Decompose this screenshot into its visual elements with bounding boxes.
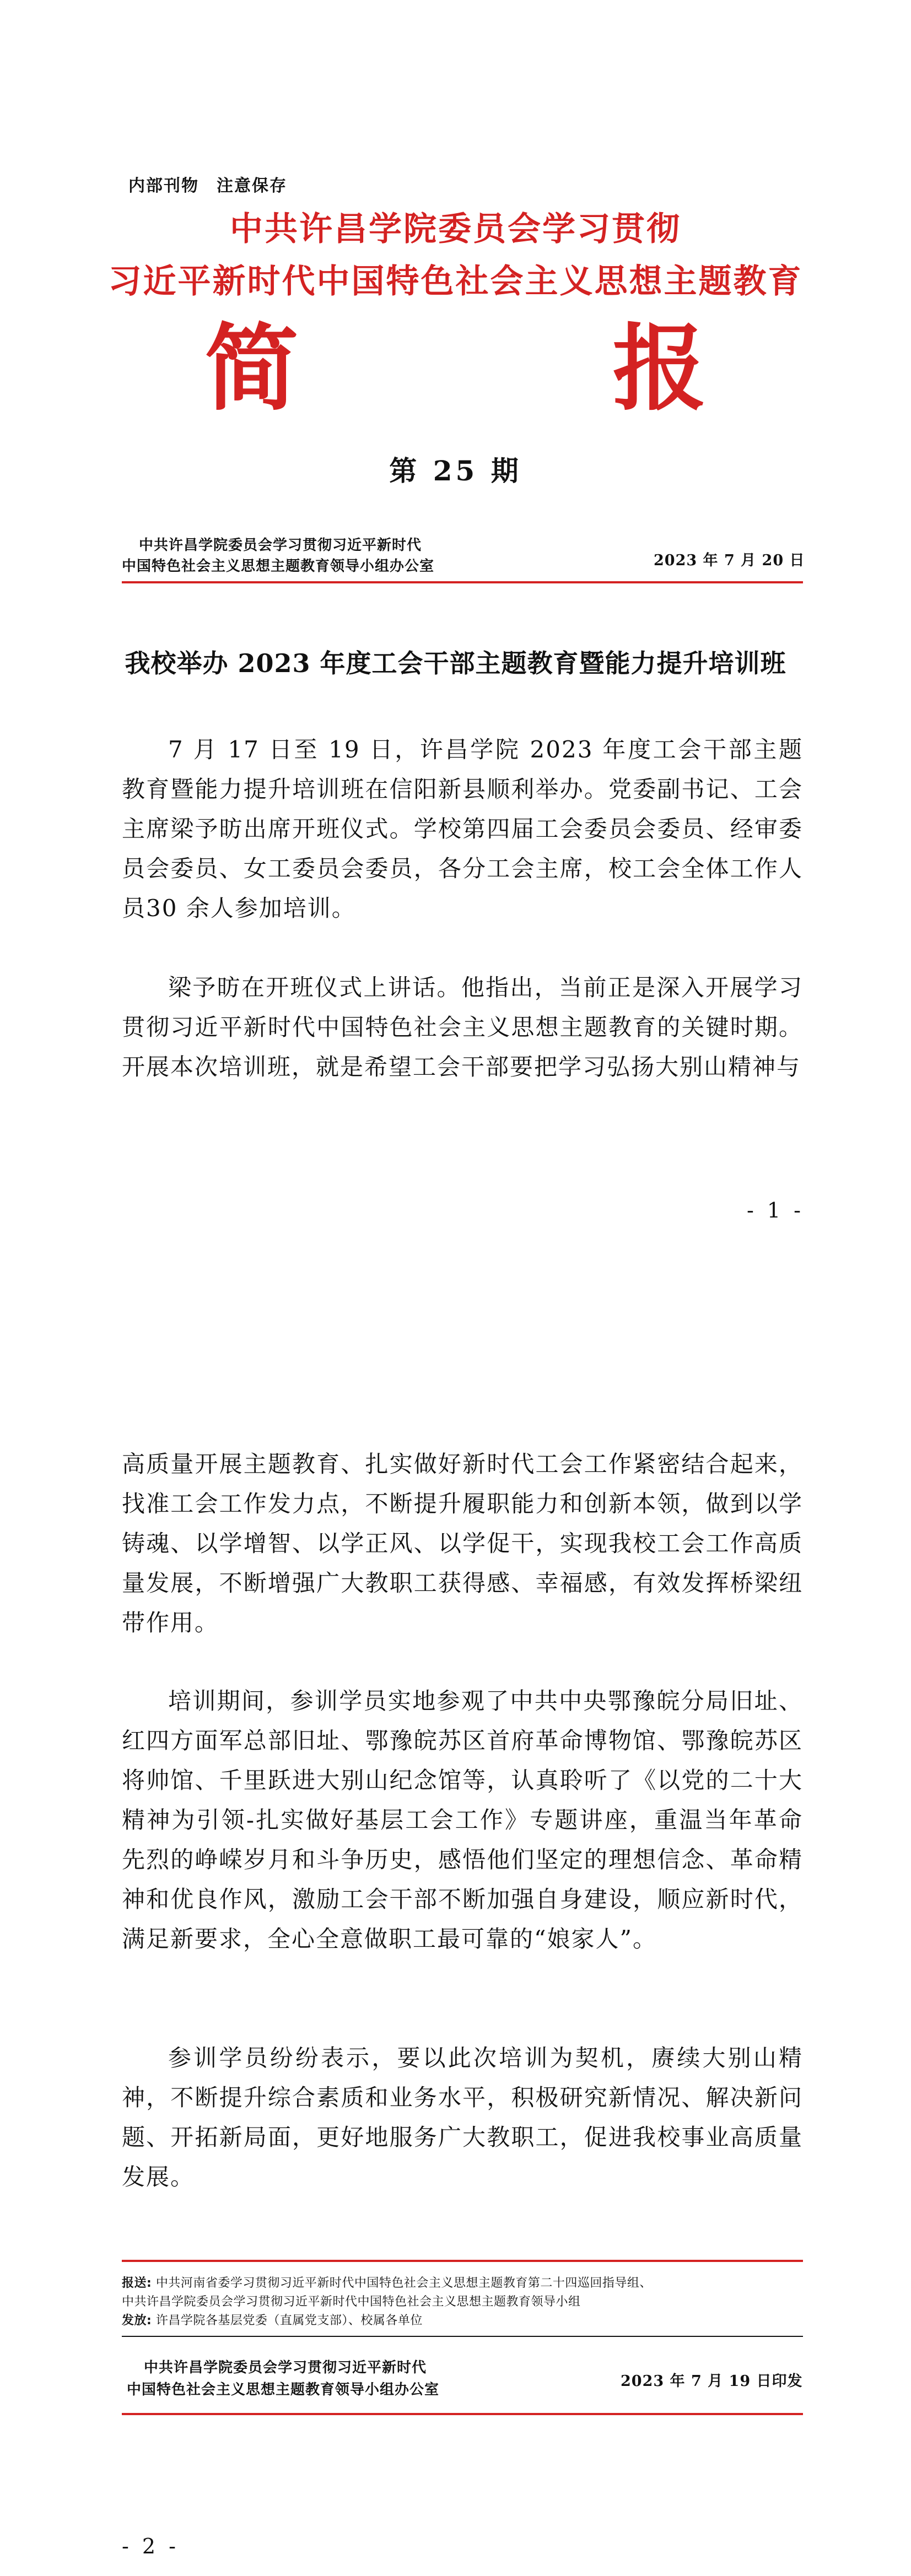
article-headline: 我校举办 2023 年度工会干部主题教育暨能力提升培训班 [125, 648, 786, 678]
publication-name: 简 报 [204, 315, 817, 424]
article-paragraph-2: 梁予昉在开班仪式上讲话。他指出，当前正是深入开展学习贯彻习近平新时代中国特色社会主义思想主题教育的关键时期。开展本次培训班，就是希望工会干部要把学习弘扬大别山精神与 [122, 974, 803, 1080]
title-line-1: 中共许昌学院委员会学习贯彻 [230, 210, 681, 248]
page-number-1: - 1 - [747, 1198, 805, 1222]
issuer-line-2: 中国特色社会主义思想主题教育领导小组办公室 [122, 558, 435, 575]
footer-red-divider [122, 2413, 803, 2415]
article-paragraph-4: 参训学员纷纷表示，要以此次培训为契机，赓续大别山精神，不断提升综合素质和业务水平，积极研究新情况、解决新问题、开拓新局面，更好地服务广大教职工，促进我校事业高质量发展。 [122, 2044, 803, 2190]
header-red-divider [122, 581, 803, 583]
footer-issuer-line-2: 中国特色社会主义思想主题教育领导小组办公室 [127, 2382, 440, 2398]
issue-number: 第 25 期 [389, 454, 522, 487]
print-date: 2023 年 7 月 19 日印发 [621, 2373, 803, 2390]
issue-date: 2023 年 7 月 20 日 [654, 552, 805, 569]
report-label: 报送: [122, 2276, 152, 2290]
send-label: 发放: [122, 2314, 152, 2328]
report-recipients-2: 中共许昌学院委员会学习贯彻习近平新时代中国特色社会主义思想主题教育领导小组 [122, 2295, 581, 2309]
title-line-2: 习近平新时代中国特色社会主义思想主题教育 [108, 262, 803, 301]
report-recipients-1: 中共河南省委学习贯彻习近平新时代中国特色社会主义思想主题教育第二十四巡回指导组、 [155, 2276, 652, 2290]
article-paragraph-3: 培训期间，参训学员实地参观了中共中央鄂豫皖分局旧址、红四方面军总部旧址、鄂豫皖苏区首府革命博物馆、鄂豫皖苏区将帅馆、千里跃进大别山纪念馆等，认真聆听了《以党的二十大精神为引领-扎实做好基层工会工作》专题讲座，重温当年革命先烈的峥嵘岁月和斗争历史，感悟他们坚定的理想信念、革命精神和优良作风，激励工会干部不断加强自身建设，顺应新时代，满足新要求，全心全意做职工最可靠的“娘家人”。 [122, 1687, 803, 1952]
report-to-line-1 [122, 2274, 811, 2293]
send-to-line [122, 2312, 811, 2330]
issuer-line-1: 中共许昌学院委员会学习贯彻习近平新时代 [139, 537, 422, 554]
page-number-2: - 2 - [122, 2534, 180, 2558]
internal-notice: 内部刊物 注意保存 [128, 176, 287, 196]
send-recipients: 许昌学院各基层党委（直属党支部）、校属各单位 [155, 2314, 423, 2328]
distribution-bottom-divider [122, 2336, 803, 2337]
distribution-top-divider [122, 2260, 803, 2262]
article-paragraph-2-continued: 高质量开展主题教育、扎实做好新时代工会工作紧密结合起来，找准工会工作发力点，不断提升履职能力和创新本领，做到以学铸魂、以学增智、以学正风、以学促干，实现我校工会工作高质量发展，不断增强广大教职工获得感、幸福感，有效发挥桥梁纽带作用。 [122, 1451, 803, 1636]
article-paragraph-1: 7 月 17 日至 19 日，许昌学院 2023 年度工会干部主题教育暨能力提升培训班在信阳新县顺利举办。党委副书记、工会主席梁予昉出席开班仪式。学校第四届工会委员会委员、经审委员会委员、女工委员会委员，各分工会主席，校工会全体工作人员30 余人参加培训。 [122, 736, 803, 922]
footer-issuer-line-1: 中共许昌学院委员会学习贯彻习近平新时代 [144, 2359, 427, 2376]
